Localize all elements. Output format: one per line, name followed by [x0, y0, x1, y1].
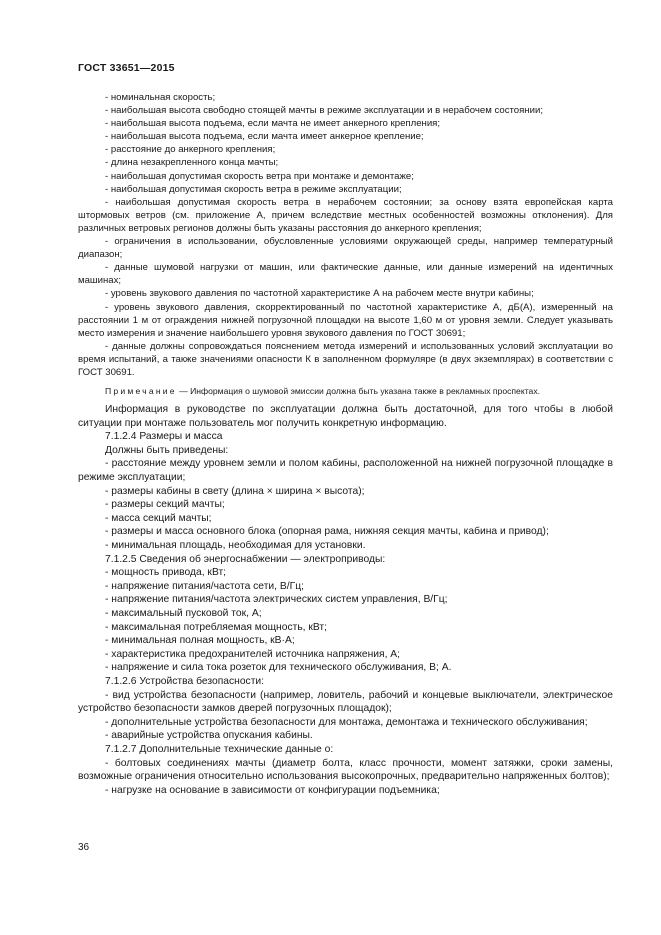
paragraph: Должны быть приведены: — [105, 444, 229, 456]
paragraph: - напряжение питания/частота сети, В/Гц; — [105, 580, 304, 592]
paragraph: - напряжение и сила тока розеток для технического обслуживания, В; А. — [105, 662, 452, 674]
paragraph: - ограничения в использовании, обусловленные условиями окружающей среды, например температурный диапазон; — [78, 236, 613, 261]
paragraph: - минимальная полная мощность, кВ·А; — [105, 635, 295, 647]
paragraph: - масса секций мачты; — [105, 512, 212, 524]
paragraph: - размеры кабины в свету (длина × ширина × высота); — [105, 485, 365, 497]
note-label: Примечание — [105, 386, 177, 397]
paragraph: - наибольшая высота подъема, если мачта не имеет анкерного крепления; — [105, 118, 441, 130]
paragraph: 7.1.2.4 Размеры и масса — [105, 431, 223, 443]
paragraph: - наибольшая допустимая скорость ветра в нерабочем состоянии; за основу взята европейская карта штормовых ветров (см. приложение А, причем вследствие местных особенностей возможны отклонения). Для различных ветровых регионов должны быть указаны расстояния до анкерного крепления; — [78, 196, 613, 234]
spec-list-part1 — [78, 91, 613, 379]
info-paragraph — [78, 403, 613, 430]
paragraph: - наибольшая высота свободно стоящей мачты в режиме эксплуатации и в нерабочем состоянии; — [105, 105, 543, 117]
paragraph: - расстояние между уровнем земли и полом кабины, расположенной на нижней погрузочной площадке в режиме эксплуатации; — [78, 458, 613, 484]
page-content — [78, 91, 613, 797]
paragraph: - наибольшая высота подъема, если мачта имеет анкерное крепление; — [105, 131, 424, 143]
paragraph: - болтовых соединениях мачты (диаметр болта, класс прочности, момент затяжки, сроки замены, возможные ограничения относительно использования высокопрочных, предварительно напряженных болтов); — [78, 757, 613, 783]
note-text: — Информация о шумовой эмиссии должна быть указана также в рекламных проспектах. — [176, 386, 540, 397]
paragraph: - уровень звукового давления по частотной характеристике А на рабочем месте внутри кабины; — [105, 288, 534, 300]
paragraph: 7.1.2.6 Устройства безопасности: — [105, 675, 265, 687]
paragraph: Информация в руководстве по эксплуатации должна быть достаточной, для того чтобы в любой ситуации при монтаже пользователь мог получить конкретную информацию. — [78, 404, 613, 429]
document-header: ГОСТ 33651—2015 — [78, 62, 175, 74]
paragraph: - минимальная площадь, необходимая для установки. — [105, 540, 366, 551]
paragraph: 7.1.2.7 Дополнительные технические данные о: — [105, 743, 334, 755]
paragraph: - наибольшая допустимая скорость ветра в режиме эксплуатации; — [105, 183, 402, 195]
paragraph: - данные должны сопровождаться пояснением метода измерений и использованных условий эксплуатации во время испытаний, а также значениями опасности К в заполненном формуляре (в двух экземплярах) в соответствии с ГОСТ 30691. — [78, 340, 613, 378]
paragraph: - напряжение питания/частота электрических систем управления, В/Гц; — [105, 594, 448, 606]
paragraph: - нагрузке на основание в зависимости от конфигурации подъемника; — [105, 784, 440, 796]
paragraph: - характеристика предохранителей источника напряжения, А; — [105, 648, 401, 660]
paragraph: - размеры и масса основного блока (опорная рама, нижняя секция мачты, кабина и привод); — [105, 526, 549, 538]
paragraph: - номинальная скорость; — [105, 92, 216, 103]
paragraph: - расстояние до анкерного крепления; — [105, 144, 276, 156]
paragraph: - длина незакрепленного конца мачты; — [105, 157, 279, 169]
note-paragraph — [78, 385, 613, 397]
paragraph: - аварийные устройства опускания кабины. — [105, 730, 313, 742]
paragraph: - вид устройства безопасности (например, ловитель, рабочий и концевые выключатели, электрическое устройство безопасности замков дверей погрузочных площадок); — [78, 689, 613, 715]
paragraph: - мощность привода, кВт; — [105, 567, 227, 579]
paragraph: 7.1.2.5 Сведения об энергоснабжении — электроприводы: — [105, 553, 386, 565]
paragraph: - уровень звукового давления, скорректированный по частотной характеристике А, дБ(А), измеренный на расстоянии 1 м от ограждения нижней погрузочной площадки на высоте 1,60 м от уровня земли. Следует указывать место измерения и значение наибольшего уровня звукового давления по ГОСТ 30691; — [78, 301, 613, 339]
paragraph: - данные шумовой нагрузки от машин, или фактические данные, или данные измерений на идентичных машинах; — [78, 262, 613, 287]
paragraph: - максимальная потребляемая мощность, кВт; — [105, 621, 328, 633]
paragraph: - размеры секций мачты; — [105, 499, 225, 511]
page-number: 36 — [78, 842, 90, 853]
paragraph: - дополнительные устройства безопасности для монтажа, демонтажа и технического обслуживания; — [105, 716, 588, 728]
paragraph: - максимальный пусковой ток, А; — [105, 607, 262, 619]
spec-list-part2 — [78, 430, 613, 797]
paragraph: - наибольшая допустимая скорость ветра при монтаже и демонтаже; — [105, 170, 414, 182]
